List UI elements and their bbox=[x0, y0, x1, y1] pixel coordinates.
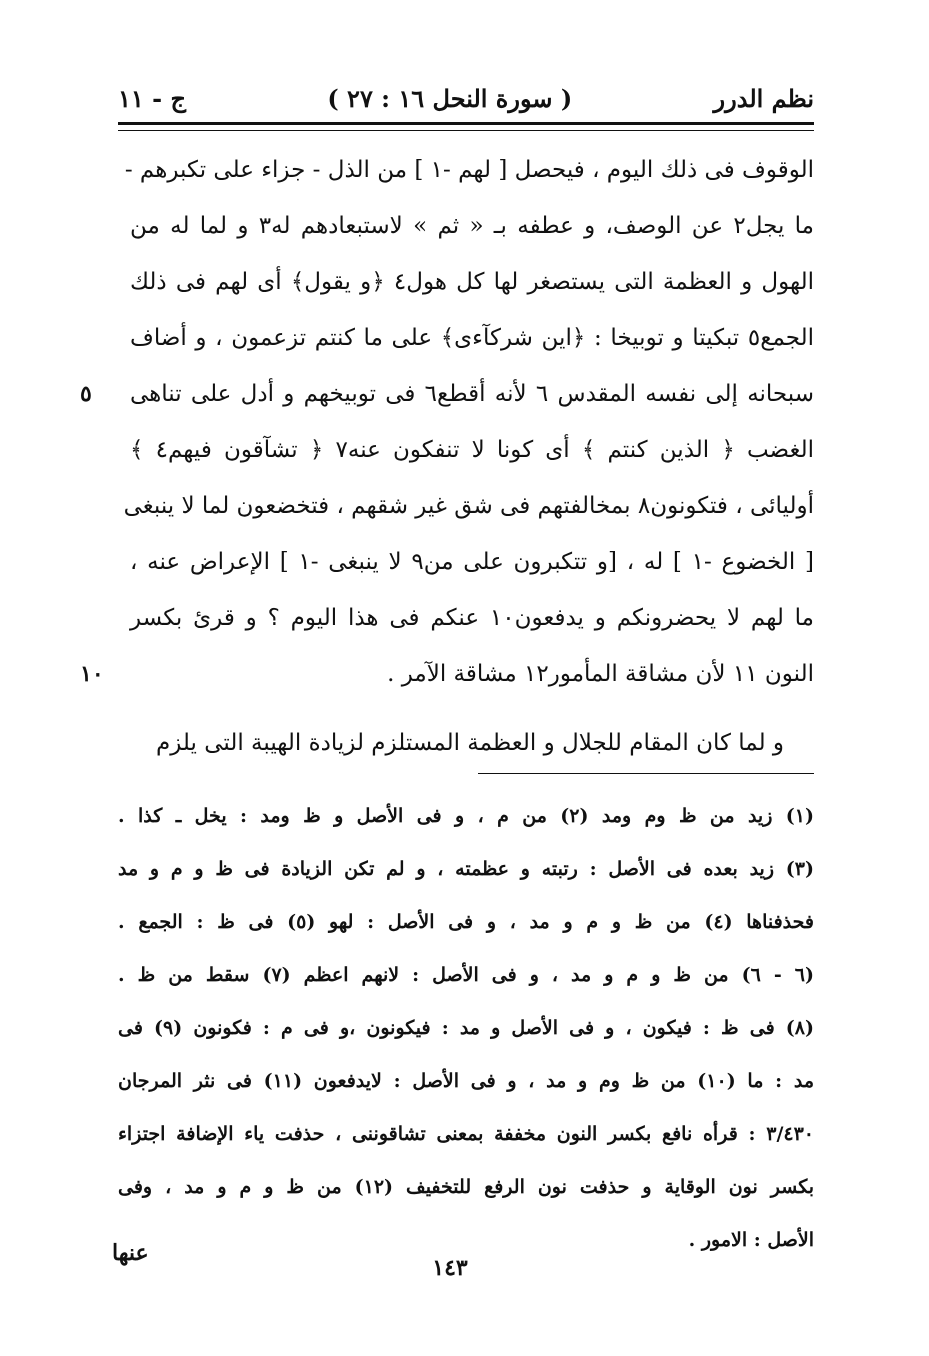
footnote-line: (٨) فى ظ : فيكون ، و فى الأصل و مد : فيكونون ،و فى م : فكونون (٩) فى bbox=[118, 1017, 814, 1039]
footnotes bbox=[118, 790, 814, 1267]
footnote-line: (١) زيد من ظ وم ومد (٢) من م ، و فى الأصل و ظ ومد : يخل ـ كذا . bbox=[118, 805, 814, 827]
header-rule-thick bbox=[118, 122, 814, 125]
footnote-line: فحذفناها (٤) من ظ و م و مد ، و فى الأصل : لهو (٥) فى ظ : الجمع . bbox=[118, 911, 815, 933]
header-rule-thin bbox=[118, 130, 814, 131]
header-volume: ج - ١١ bbox=[118, 83, 186, 113]
running-header bbox=[118, 78, 814, 118]
footnote-line: ٣/٤٣٠ : قرأه نافع بكسر النون مخففة بمعنى تشاقوننى ، حذفت ياء الإضافة اجتزاء bbox=[118, 1123, 814, 1145]
text-line: الوقوف فى ذلك اليوم ، فيحصل [ لهم -١ ] من الذل - جزاء على تكبرهم - bbox=[124, 157, 814, 183]
header-surah-reference: ( سورة النحل ١٦ : ٢٧ ) bbox=[327, 83, 573, 113]
paragraph-start: و لما كان المقام للجلال و العظمة المستلزم لزيادة الهيبة التى يلزم bbox=[155, 730, 784, 756]
header-book-title: نظم الدرر bbox=[713, 83, 814, 113]
text-line: [ الخضوع -١ ] له ، [و تتكبرون على من٩ لا ينبغى -١ ] الإعراض عنه ، bbox=[130, 549, 814, 575]
text-line: الهول و العظمة التى يستصغر لها كل هول٤ ﴿و يقول﴾ أى لهم فى ذلك bbox=[130, 269, 814, 295]
text-line: ما لهم لا يحضرونكم و يدفعون١٠ عنكم فى هذا اليوم ؟ و قرئ بكسر bbox=[130, 605, 814, 631]
main-text bbox=[80, 142, 814, 702]
footnote-line: (٣) زيد بعده فى الأصل : رتبته و عظمته ، و لم تكن الزيادة فى ظ و م و مد bbox=[118, 858, 814, 880]
footnote-line: الأصل : الامور . bbox=[688, 1229, 814, 1251]
footnote-line: مد : ما (١٠) من ظ وم و مد ، و فى الأصل : لايدفعون (١١) فى نثر المرجان bbox=[118, 1070, 815, 1092]
text-line: سبحانه إلى نفسه المقدس ٦ لأنه أقطع٦ فى توبيخهم و أدل على تناهى ٥ bbox=[130, 366, 814, 422]
page-number: ١٤٣ bbox=[432, 1255, 468, 1281]
footnote-separator bbox=[478, 773, 814, 774]
footnote-line: بكسر نون الوقاية و حذفت نون الرفع للتخفيف (١٢) من ظ و م و مد ، وفى bbox=[118, 1176, 814, 1198]
text-line: أوليائى ، فتكونون٨ بمخالفتهم فى شق غير شقهم ، فتخضعون لما لا ينبغى bbox=[123, 493, 814, 519]
footnote-line: (٦ - ٦) من ظ و م و مد ، و فى الأصل : لانهم اعظم (٧) سقط من ظ . bbox=[118, 964, 814, 986]
catchword: عنها bbox=[112, 1240, 149, 1266]
text-line: الجمع٥ تبكيتا و توبيخا : ﴿اين شركآءى﴾ على ما كنتم تزعمون ، و أضاف bbox=[130, 325, 814, 351]
line-number: ١٠ bbox=[80, 661, 104, 687]
line-number: ٥ bbox=[80, 381, 92, 407]
text-line: الغضب ﴿ الذين كنتم ﴾ أى كونا لا تنفكون عنه٧ ﴿ تشآقون فيهم٤ ﴾ bbox=[130, 437, 814, 463]
text-line: ما يجل٢ عن الوصف، و عطفه بـ « ثم » لاستبعادهم له٣ و لما له من bbox=[130, 213, 814, 239]
text-line: النون ١١ لأن مشاقة المأمور١٢ مشاقة الآمر . ١٠ bbox=[130, 646, 814, 702]
